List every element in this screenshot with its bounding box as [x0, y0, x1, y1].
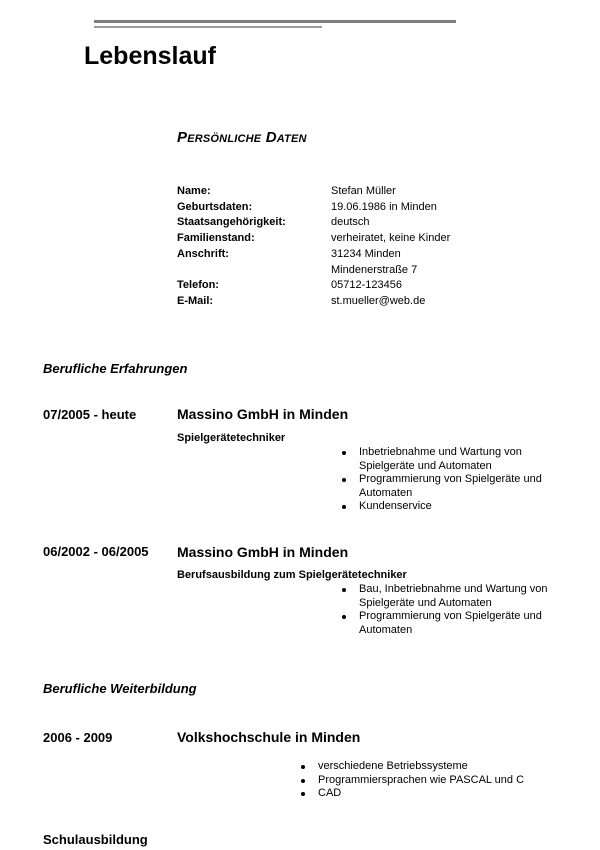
list-item: CAD — [298, 787, 578, 801]
list-item: Programmiersprachen wie PASCAL und C — [298, 774, 578, 788]
list-item: Inbetriebnahme und Wartung von Spielgeräte und Automaten — [339, 446, 561, 473]
school-heading: Schulausbildung — [43, 832, 148, 847]
list-item: Bau, Inbetriebnahme und Wartung von Spielgeräte und Automaten — [339, 583, 561, 610]
list-item: verschiedene Betriebssysteme — [298, 760, 578, 774]
field-label: Familienstand: — [177, 232, 255, 245]
entry-role: Berufsausbildung zum Spielgerätetechniker — [177, 569, 407, 581]
field-value: 19.06.1986 in Minden — [331, 200, 437, 213]
entry-bullet-list — [339, 583, 561, 637]
field-value: Stefan Müller — [331, 185, 396, 197]
entry-role: Spielgerätetechniker — [177, 432, 286, 444]
field-label: Anschrift: — [177, 247, 229, 260]
experience-heading: Berufliche Erfahrungen — [43, 361, 188, 376]
entry-organization: Massino GmbH in Minden — [177, 406, 349, 422]
sub-rule — [94, 26, 322, 28]
personal-row-email — [177, 294, 450, 310]
entry-date: 06/2002 - 06/2005 — [43, 544, 149, 559]
list-item: Kundenservice — [339, 500, 561, 514]
entry-organization: Volkshochschule in Minden — [177, 729, 361, 745]
field-value: verheiratet, keine Kinder — [331, 232, 451, 245]
entry-bullet-list — [339, 446, 561, 514]
entry-date: 07/2005 - heute — [43, 407, 137, 422]
field-label: Telefon: — [177, 279, 219, 292]
field-label — [177, 263, 331, 279]
personal-row-name — [177, 184, 450, 200]
personal-row-marital — [177, 231, 450, 247]
personal-row-street — [177, 263, 450, 279]
field-label: Geburtsdaten: — [177, 200, 253, 213]
list-item: Programmierung von Spielgeräte und Automaten — [339, 473, 561, 500]
top-rule — [94, 20, 456, 23]
personal-row-birth — [177, 200, 450, 216]
personal-row-address — [177, 247, 450, 263]
document-title: Lebenslauf — [84, 42, 216, 70]
field-label: E-Mail: — [177, 294, 214, 307]
field-value: Mindenerstraße 7 — [331, 263, 418, 276]
list-item: Programmierung von Spielgeräte und Automaten — [339, 610, 561, 637]
personal-row-phone — [177, 278, 450, 294]
personal-data-table — [177, 184, 450, 310]
field-value: 05712-123456 — [331, 279, 402, 292]
field-value: 31234 Minden — [331, 247, 401, 260]
field-label: Name: — [177, 185, 211, 197]
personal-data-heading: Persönliche Daten — [177, 129, 307, 146]
entry-organization: Massino GmbH in Minden — [177, 544, 349, 560]
field-value: deutsch — [331, 216, 370, 229]
personal-row-nationality — [177, 215, 450, 231]
field-label: Staatsangehörigkeit: — [177, 216, 286, 229]
training-heading: Berufliche Weiterbildung — [43, 681, 197, 696]
entry-date: 2006 - 2009 — [43, 730, 113, 745]
entry-bullet-list — [298, 760, 578, 801]
email-value[interactable]: st.mueller@web.de — [331, 294, 426, 307]
